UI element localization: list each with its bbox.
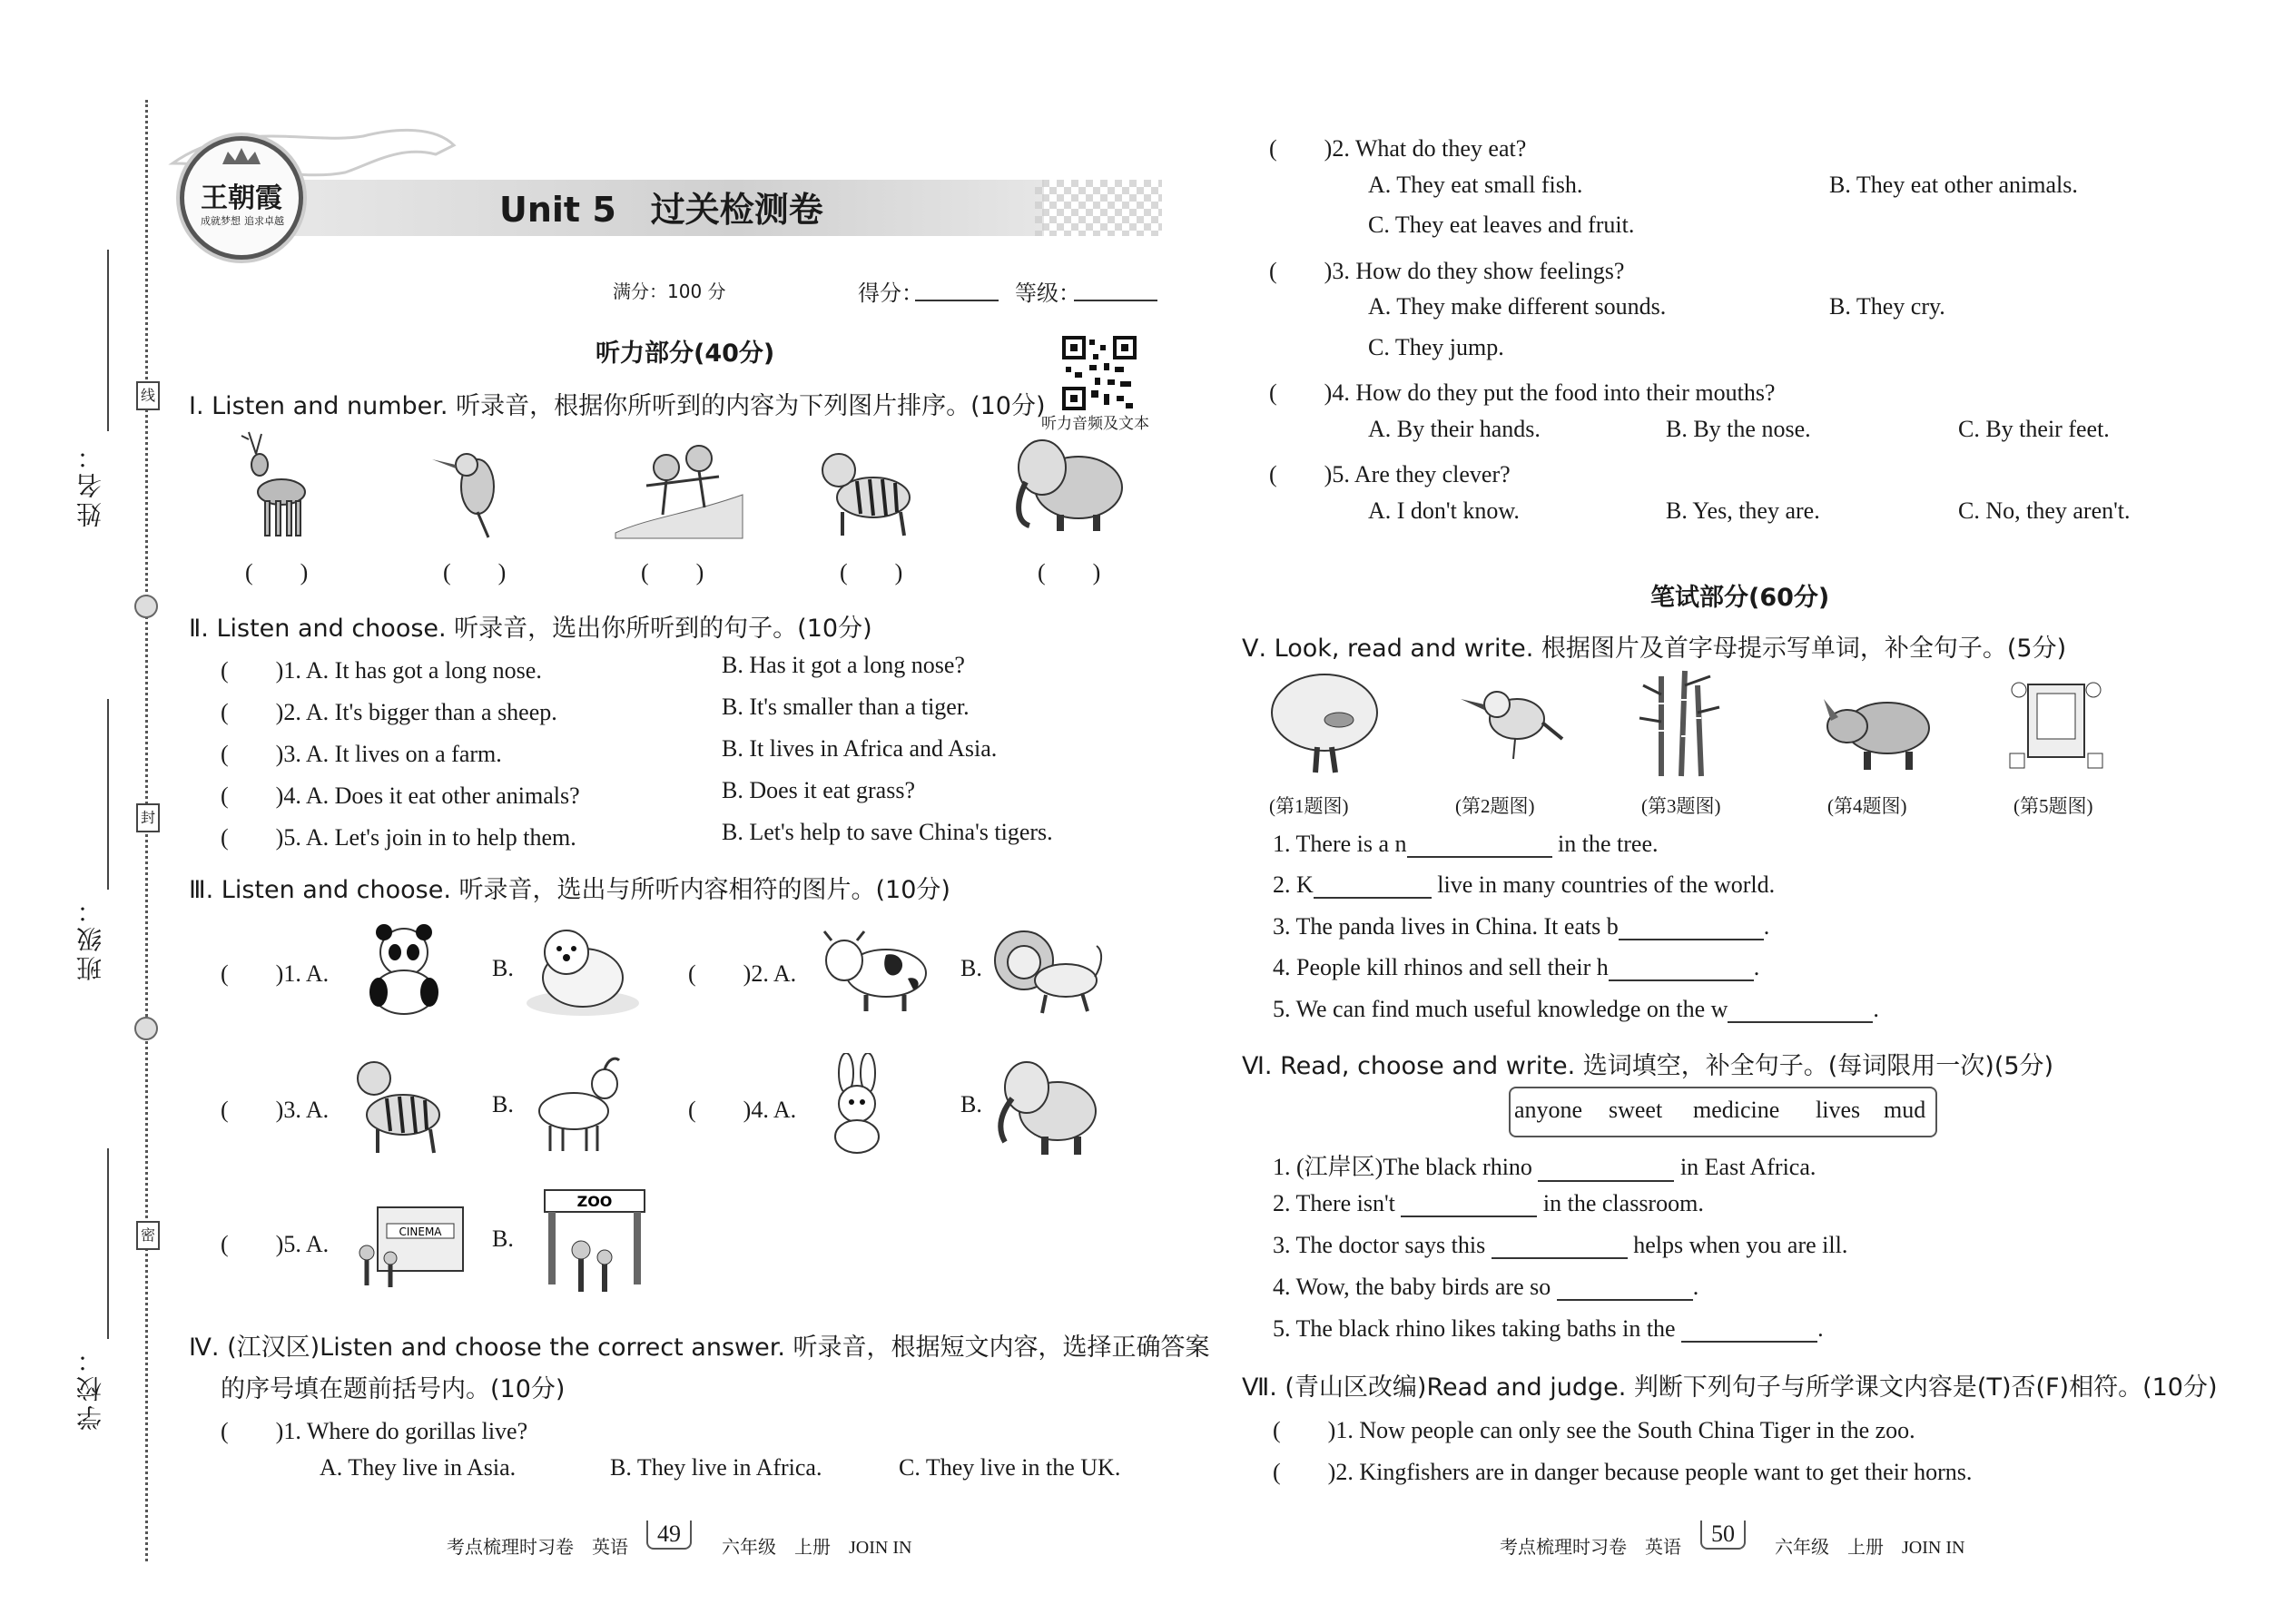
elephant-picture <box>1006 431 1133 533</box>
tiger-picture <box>817 434 926 541</box>
s4-q3: ( )3. How do they show feelings? <box>1269 258 1625 284</box>
s2-item-4-a: ( )4. A. Does it eat other animals? <box>221 782 580 809</box>
class-write-line <box>107 699 109 890</box>
brand-logo <box>180 136 303 260</box>
s5-item-4: 4. People kill rhinos and sell their h . <box>1273 954 1760 980</box>
s2-item-3-b: B. It lives in Africa and Asia. <box>722 735 998 762</box>
s5-caption-1: (第1题图) <box>1269 795 1349 817</box>
word-bank-item: lives <box>1816 1097 1861 1123</box>
full-score-label: 满分：100 分 <box>613 281 726 302</box>
s5-item-1: 1. There is a n in the tree. <box>1273 831 1659 857</box>
score-field[interactable] <box>915 300 999 301</box>
kingfisher-picture <box>427 443 517 543</box>
answer-bracket[interactable]: ( ) <box>1038 559 1101 586</box>
s6-item-2: 2. There isn't in the classroom. <box>1273 1190 1704 1216</box>
s3-item-3-label: ( )3. A. <box>221 1097 330 1123</box>
cow-picture <box>817 924 935 1015</box>
s2-item-4-b: B. Does it eat grass? <box>722 777 916 803</box>
computer-picture <box>2006 672 2106 776</box>
s3-item-5-b-label: B. <box>492 1225 514 1252</box>
monkeys-picture <box>610 431 746 540</box>
name-write-line <box>107 250 109 431</box>
s2-item-3-a: ( )3. A. It lives on a farm. <box>221 741 502 767</box>
s7-item-1: ( )1. Now people can only see the South China Tiger in the zoo. <box>1273 1417 1915 1443</box>
seal-secret-mark: 密 <box>136 1221 160 1250</box>
word-bank-item: mud <box>1884 1097 1926 1123</box>
s5-caption-4: (第4题图) <box>1827 795 1907 817</box>
footer-right-series: 考点梳理时习卷 英语 <box>1500 1538 1681 1558</box>
s3-item-3-b-label: B. <box>492 1091 514 1117</box>
qr-code-icon[interactable] <box>1062 336 1137 410</box>
answer-blank[interactable] <box>1557 1277 1693 1301</box>
s2-item-2-b: B. It's smaller than a tiger. <box>722 694 970 720</box>
s4-q5: ( )5. Are they clever? <box>1269 461 1511 487</box>
bamboo-picture <box>1634 667 1725 781</box>
section-2-heading: Ⅱ. Listen and choose. 听录音，选出你所听到的句子。(10分) <box>189 615 872 643</box>
s3-item-2-b-label: B. <box>960 955 982 981</box>
s4-q2-opt-c: C. They eat leaves and fruit. <box>1368 212 1635 238</box>
s4-q1-opt-c: C. They live in the UK. <box>899 1454 1121 1481</box>
rabbit-picture <box>817 1053 899 1157</box>
deer-picture <box>234 427 325 543</box>
section-5-heading: Ⅴ. Look, read and write. 根据图片及首字母提示写单词，补全句子。(5分) <box>1242 635 2067 663</box>
answer-blank[interactable] <box>1314 875 1432 899</box>
s4-q1-opt-a: A. They live in Asia. <box>320 1454 517 1481</box>
panda-picture <box>359 921 449 1017</box>
s4-q4-opt-b: B. By the nose. <box>1666 416 1811 442</box>
rhino-picture <box>1820 681 1938 772</box>
zoo-sign-text: ZOO <box>576 1193 613 1210</box>
footer-right-grade: 六年级 上册 JOIN IN <box>1775 1538 1965 1558</box>
s4-q2-opt-b: B. They eat other animals. <box>1829 172 2078 198</box>
s4-q1-opt-b: B. They live in Africa. <box>610 1454 822 1481</box>
page-number-left: 49 <box>646 1521 692 1550</box>
s5-caption-2: (第2题图) <box>1455 795 1535 817</box>
s4-q4: ( )4. How do they put the food into their mouths? <box>1269 379 1776 406</box>
answer-bracket[interactable]: ( ) <box>641 559 704 586</box>
answer-blank[interactable] <box>1492 1235 1628 1259</box>
school-label: 学校： <box>75 1343 105 1431</box>
goat-picture <box>517 1053 626 1157</box>
s2-item-5-a: ( )5. A. Let's join in to help them. <box>221 824 576 851</box>
s4-q5-opt-c: C. No, they aren't. <box>1958 497 2131 524</box>
s4-q2-opt-a: A. They eat small fish. <box>1368 172 1583 198</box>
s5-item-5: 5. We can find much useful knowledge on the w . <box>1273 996 1879 1022</box>
section-3-heading: Ⅲ. Listen and choose. 听录音，选出与所听内容相符的图片。(10分) <box>189 876 950 904</box>
polar-bear-picture <box>519 921 642 1021</box>
s4-q2: ( )2. What do they eat? <box>1269 135 1527 162</box>
elephant-picture <box>994 1051 1103 1158</box>
section-7-heading: Ⅶ. (青山区改编)Read and judge. 判断下列句子与所学课文内容是(T)否(F)相符。(10分) <box>1242 1373 2218 1402</box>
answer-blank[interactable] <box>1538 1158 1674 1182</box>
lion-picture <box>988 924 1106 1017</box>
s5-caption-3: (第3题图) <box>1641 795 1721 817</box>
s4-q3-opt-b: B. They cry. <box>1829 293 1945 320</box>
s3-item-4-b-label: B. <box>960 1091 982 1117</box>
cinema-picture <box>354 1198 468 1294</box>
answer-blank[interactable] <box>1407 834 1552 858</box>
section-1-heading: Ⅰ. Listen and number. 听录音，根据你所听到的内容为下列图片排序。(10分) <box>189 392 1046 420</box>
footer-left-series: 考点梳理时习卷 英语 <box>447 1538 628 1558</box>
s3-item-2-label: ( )2. A. <box>688 960 797 987</box>
s3-item-1-b-label: B. <box>492 955 514 981</box>
listening-title: 听力部分(40分) <box>596 340 775 368</box>
s4-q3-opt-a: A. They make different sounds. <box>1368 293 1667 320</box>
writing-title: 笔试部分(60分) <box>1650 584 1830 612</box>
answer-bracket[interactable]: ( ) <box>245 559 309 586</box>
s4-q3-opt-c: C. They jump. <box>1368 334 1504 360</box>
s3-item-4-label: ( )4. A. <box>688 1097 797 1123</box>
s4-q4-opt-a: A. By their hands. <box>1368 416 1541 442</box>
grade-label: 等级： <box>1015 281 1080 306</box>
qr-caption: 听力音频及文本 <box>1041 415 1149 432</box>
s2-item-1-a: ( )1. A. It has got a long nose. <box>221 657 542 684</box>
word-bank-item: anyone <box>1514 1097 1583 1123</box>
s6-item-3: 3. The doctor says this helps when you are ill. <box>1273 1232 1848 1258</box>
answer-blank[interactable] <box>1401 1194 1537 1217</box>
s5-caption-5: (第5题图) <box>2013 795 2093 817</box>
grade-field[interactable] <box>1074 300 1157 301</box>
binding-hole-icon <box>134 595 158 618</box>
class-label: 班级： <box>75 894 105 981</box>
s4-q5-opt-a: A. I don't know. <box>1368 497 1520 524</box>
s5-item-2: 2. K live in many countries of the world. <box>1273 871 1776 898</box>
answer-bracket[interactable]: ( ) <box>443 559 507 586</box>
footer-left-grade: 六年级 上册 JOIN IN <box>722 1538 912 1558</box>
crown-icon <box>219 146 264 168</box>
section-4-heading-cont: 的序号填在题前括号内。(10分) <box>221 1375 566 1403</box>
s6-item-4: 4. Wow, the baby birds are so . <box>1273 1274 1699 1300</box>
section-6-heading: Ⅵ. Read, choose and write. 选词填空，补全句子。(每词限用一次)(5分) <box>1242 1052 2054 1080</box>
logo-text: 王朝霞 <box>201 183 282 213</box>
s6-item-5: 5. The black rhino likes taking baths in the . <box>1273 1315 1824 1342</box>
s2-item-5-b: B. Let's help to save China's tigers. <box>722 819 1053 845</box>
answer-blank[interactable] <box>1609 958 1754 981</box>
s2-item-2-a: ( )2. A. It's bigger than a sheep. <box>221 699 557 725</box>
s4-q4-opt-c: C. By their feet. <box>1958 416 2110 442</box>
checker-decoration <box>1035 180 1162 236</box>
logo-motto-right: 追求卓越 <box>244 215 284 227</box>
tree-nest-picture <box>1266 667 1384 776</box>
s6-item-1: 1. (江岸区)The black rhino in East Africa. <box>1273 1154 1816 1180</box>
s4-q1: ( )1. Where do gorillas live? <box>221 1418 528 1444</box>
s2-item-1-b: B. Has it got a long nose? <box>722 652 965 678</box>
name-label: 姓名： <box>75 440 105 527</box>
kingfisher-picture <box>1457 672 1566 772</box>
page-number-right: 50 <box>1700 1521 1746 1550</box>
s4-q5-opt-b: B. Yes, they are. <box>1666 497 1820 524</box>
seal-seal-mark: 封 <box>136 803 160 832</box>
cinema-sign-text: CINEMA <box>399 1225 442 1238</box>
answer-blank[interactable] <box>1619 917 1764 940</box>
answer-bracket[interactable]: ( ) <box>840 559 903 586</box>
s5-item-3: 3. The panda lives in China. It eats b . <box>1273 913 1770 940</box>
s3-item-5-label: ( )5. A. <box>221 1231 330 1257</box>
seal-line-mark: 线 <box>136 381 160 410</box>
word-bank-item: medicine <box>1693 1097 1780 1123</box>
score-label: 得分： <box>858 281 923 306</box>
page-title: Unit 5 过关检测卷 <box>499 190 823 230</box>
s7-item-2: ( )2. Kingfishers are in danger because people want to get their horns. <box>1273 1459 1973 1485</box>
answer-blank[interactable] <box>1681 1319 1817 1343</box>
zoo-picture <box>527 1185 654 1298</box>
school-write-line <box>107 1148 109 1339</box>
tiger-picture <box>347 1051 456 1158</box>
answer-blank[interactable] <box>1728 999 1873 1023</box>
binding-hole-icon <box>134 1017 158 1040</box>
section-4-heading: Ⅳ. (江汉区)Listen and choose the correct answer. 听录音，根据短文内容，选择正确答案 <box>189 1334 1210 1362</box>
logo-motto-left: 成就梦想 <box>201 215 241 227</box>
word-bank-item: sweet <box>1609 1097 1663 1123</box>
s3-item-1-label: ( )1. A. <box>221 960 330 987</box>
